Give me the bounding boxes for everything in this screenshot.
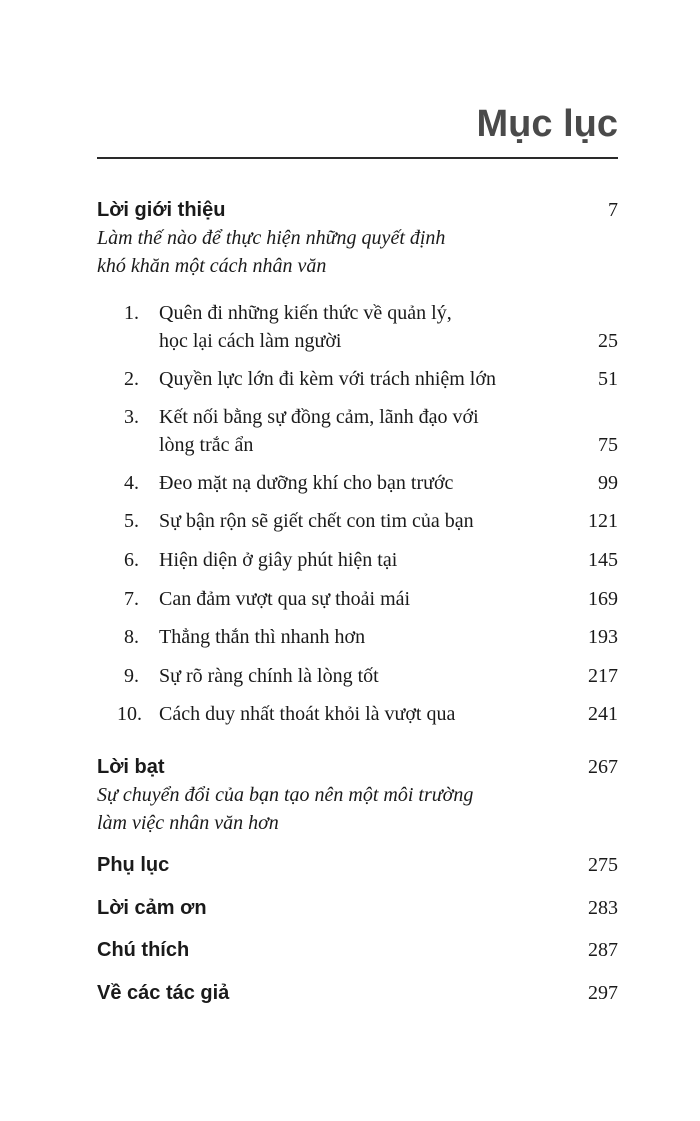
afterword-heading: Lời bạt xyxy=(97,756,165,778)
chapter-page-number: 121 xyxy=(588,510,618,532)
about-authors-heading: Về các tác giả xyxy=(97,982,230,1004)
toc-entry-intro[interactable] xyxy=(97,196,618,280)
toc-chapter-1[interactable] xyxy=(97,299,618,355)
chapter-number: 5. xyxy=(124,510,139,532)
chapter-page-number: 25 xyxy=(598,330,618,352)
toc-entry-afterword[interactable] xyxy=(97,753,618,837)
chapter-number: 9. xyxy=(124,665,139,687)
afterword-subtitle-line2: làm việc nhân văn hơn xyxy=(97,812,279,834)
appendix-heading: Phụ lục xyxy=(97,854,170,876)
chapter-title-line1: Quyền lực lớn đi kèm với trách nhiệm lớn xyxy=(159,368,496,390)
chapter-page-number: 241 xyxy=(588,703,618,725)
chapter-title-line1: Cách duy nhất thoát khỏi là vượt qua xyxy=(159,703,456,725)
chapter-page-number: 99 xyxy=(598,472,618,494)
chapter-page-number: 169 xyxy=(588,588,618,610)
intro-page-number: 7 xyxy=(608,199,618,221)
toc-entry-about-authors[interactable] xyxy=(97,979,618,1007)
toc-chapter-7[interactable] xyxy=(97,585,618,613)
toc-chapter-6[interactable] xyxy=(97,546,618,574)
chapter-number: 1. xyxy=(124,302,139,324)
chapter-title-line2: học lại cách làm người xyxy=(159,330,342,352)
chapter-number: 8. xyxy=(124,626,139,648)
chapter-title-line1: Thẳng thắn thì nhanh hơn xyxy=(159,626,366,648)
toc-chapter-2[interactable] xyxy=(97,365,618,393)
toc-chapter-5[interactable] xyxy=(97,507,618,535)
afterword-page-number: 267 xyxy=(588,756,618,778)
intro-subtitle-line1: Làm thế nào để thực hiện những quyết định xyxy=(97,227,446,249)
notes-page-number: 287 xyxy=(588,939,618,961)
chapter-number: 7. xyxy=(124,588,139,610)
table-of-contents-page xyxy=(97,0,618,1121)
chapter-number: 10. xyxy=(117,703,142,725)
chapter-title-line1: Can đảm vượt qua sự thoải mái xyxy=(159,588,411,610)
chapter-page-number: 51 xyxy=(598,368,618,390)
appendix-page-number: 275 xyxy=(588,854,618,876)
about-authors-page-number: 297 xyxy=(588,982,618,1004)
chapter-page-number: 217 xyxy=(588,665,618,687)
toc-chapter-4[interactable] xyxy=(97,469,618,497)
afterword-subtitle-line1: Sự chuyển đổi của bạn tạo nên một môi trường xyxy=(97,784,474,806)
chapter-title-line2: lòng trắc ẩn xyxy=(159,434,254,456)
chapter-page-number: 75 xyxy=(598,434,618,456)
chapter-title-line1: Kết nối bằng sự đồng cảm, lãnh đạo với xyxy=(159,406,479,428)
chapter-title-line1: Đeo mặt nạ dưỡng khí cho bạn trước xyxy=(159,472,454,494)
acknowledgements-heading: Lời cảm ơn xyxy=(97,897,207,919)
intro-heading: Lời giới thiệu xyxy=(97,199,226,221)
toc-chapter-10[interactable] xyxy=(97,700,618,728)
chapter-number: 6. xyxy=(124,549,139,571)
chapter-title-line1: Hiện diện ở giây phút hiện tại xyxy=(159,549,398,571)
notes-heading: Chú thích xyxy=(97,939,190,961)
page-title: Mục lục xyxy=(476,103,618,145)
intro-subtitle-line2: khó khăn một cách nhân văn xyxy=(97,255,327,277)
chapter-number: 2. xyxy=(124,368,139,390)
chapter-page-number: 193 xyxy=(588,626,618,648)
chapter-number: 4. xyxy=(124,472,139,494)
chapter-title-line1: Sự rõ ràng chính là lòng tốt xyxy=(159,665,379,687)
toc-chapter-3[interactable] xyxy=(97,403,618,459)
chapter-number: 3. xyxy=(124,406,139,428)
toc-entry-notes[interactable] xyxy=(97,936,618,964)
chapter-page-number: 145 xyxy=(588,549,618,571)
acknowledgements-page-number: 283 xyxy=(588,897,618,919)
toc-entry-acknowledgements[interactable] xyxy=(97,894,618,922)
toc-chapter-8[interactable] xyxy=(97,623,618,651)
title-divider xyxy=(97,157,618,159)
toc-chapter-9[interactable] xyxy=(97,662,618,690)
chapter-title-line1: Quên đi những kiến thức về quản lý, xyxy=(159,302,452,324)
chapter-title-line1: Sự bận rộn sẽ giết chết con tim của bạn xyxy=(159,510,474,532)
toc-entry-appendix[interactable] xyxy=(97,851,618,879)
